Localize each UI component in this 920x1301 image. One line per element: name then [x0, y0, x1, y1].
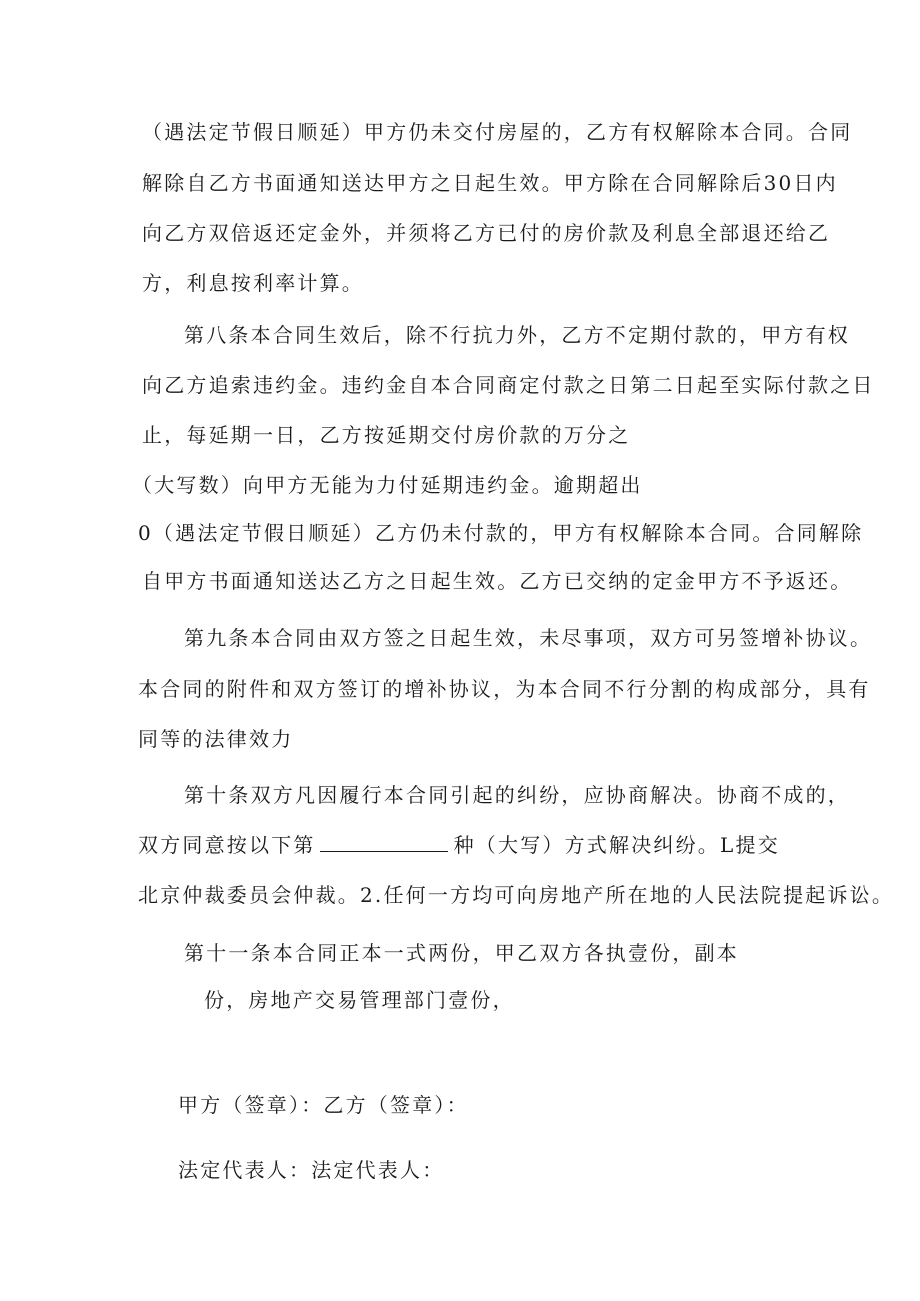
option-number-blank[interactable] — [320, 835, 448, 852]
clause10-line-3: 北京仲裁委员会仲裁。2.任何一方均可向房地产所在地的人民法院提起诉讼。 — [138, 883, 895, 907]
clause7-line-3: 向乙方双倍返还定金外，并须将乙方已付的房价款及利息全部退还给乙 — [142, 221, 831, 245]
clause11-line-2: 份，房地产交易管理部门壹份， — [204, 988, 515, 1012]
clause7-line-2: 解除自乙方书面通知送达甲方之日起生效。甲方除在合同解除后30日内 — [142, 171, 838, 195]
signature-representatives: 法定代表人：法定代表人： — [178, 1158, 445, 1182]
clause10-line-2-before: 双方同意按以下第 — [138, 833, 316, 857]
clause10-line-2 — [138, 833, 780, 857]
clause10-line-2-after: 种（大写）方式解决纠纷。L提交 — [453, 833, 780, 857]
clause8-line-6: 自甲方书面通知送达乙方之日起生效。乙方已交纳的定金甲方不予返还。 — [142, 569, 853, 593]
clause8-line-3: 止，每延期一日，乙方按延期交付房价款的万分之 — [142, 423, 631, 447]
clause11-line-1: 第十一条本合同正本一式两份，甲乙双方各执壹份，副本 — [184, 941, 739, 965]
clause8-line-5: 0（遇法定节假日顺延）乙方仍未付款的，甲方有权解除本合同。合同解除 — [138, 521, 864, 545]
clause8-line-4: （大写数）向甲方无能为力付延期违约金。逾期超出 — [132, 473, 643, 497]
clause9-line-1: 第九条本合同由双方签之日起生效，未尽事项，双方可另签增补协议。 — [184, 626, 873, 650]
clause8-line-2: 向乙方追索违约金。违约金自本合同商定付款之日第二日起至实际付款之日 — [142, 373, 875, 397]
clause8-line-1: 第八条本合同生效后，除不行抗力外，乙方不定期付款的，甲方有权 — [184, 323, 850, 347]
clause7-line-1: （遇法定节假日顺延）甲方仍未交付房屋的，乙方有权解除本合同。合同 — [142, 120, 853, 144]
clause9-line-3: 同等的法律效力 — [138, 727, 294, 751]
clause7-line-4: 方，利息按利率计算。 — [142, 271, 364, 295]
signature-parties: 甲方（签章）：乙方（签章）： — [178, 1093, 469, 1117]
clause10-line-1: 第十条双方凡因履行本合同引起的纠纷，应协商解决。协商不成的， — [184, 783, 850, 807]
clause9-line-2: 本合同的附件和双方签订的增补协议，为本合同不行分割的构成部分，具有 — [138, 677, 871, 701]
